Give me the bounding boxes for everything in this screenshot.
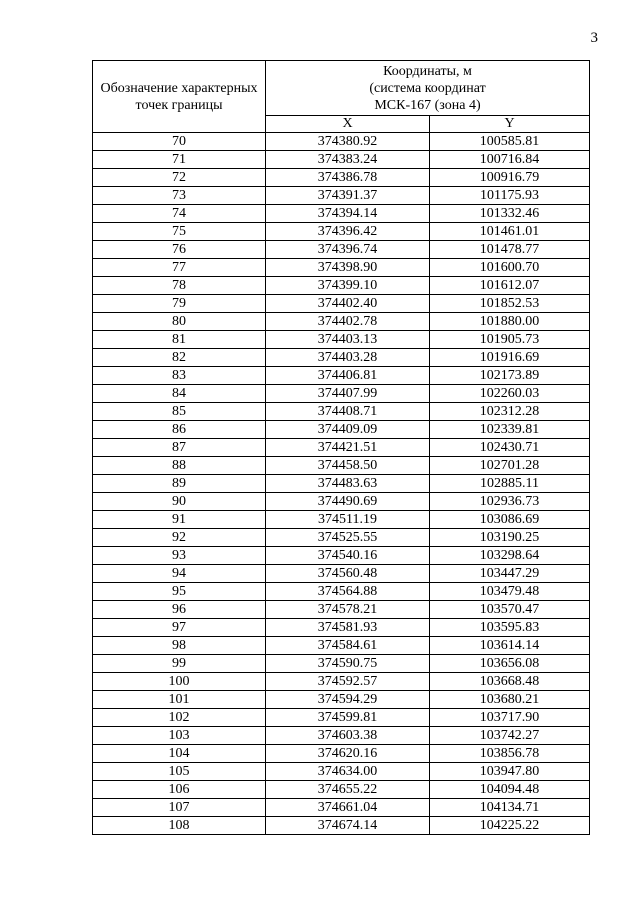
x-coordinate-cell: 374402.78: [266, 313, 430, 331]
y-coordinate-cell: 103595.83: [430, 619, 590, 637]
point-number-cell: 91: [93, 511, 266, 529]
table-row: [93, 331, 590, 349]
y-coordinate-cell: 101461.01: [430, 223, 590, 241]
x-coordinate-cell: 374391.37: [266, 187, 430, 205]
x-coordinate-cell: 374408.71: [266, 403, 430, 421]
point-number-cell: 96: [93, 601, 266, 619]
x-coordinate-cell: 374584.61: [266, 637, 430, 655]
point-number-cell: 71: [93, 151, 266, 169]
page-number: 3: [590, 30, 598, 46]
x-coordinate-cell: 374407.99: [266, 385, 430, 403]
x-coordinate-cell: 374383.24: [266, 151, 430, 169]
y-coordinate-cell: 104094.48: [430, 781, 590, 799]
point-number-cell: 88: [93, 457, 266, 475]
x-coordinate-cell: 374511.19: [266, 511, 430, 529]
point-number-cell: 83: [93, 367, 266, 385]
coordinates-header-line-2: (система координат: [369, 80, 486, 96]
y-coordinate-cell: 102430.71: [430, 439, 590, 457]
y-coordinate-cell: 103742.27: [430, 727, 590, 745]
y-coordinate-cell: 101852.53: [430, 295, 590, 313]
y-coordinate-cell: 103856.78: [430, 745, 590, 763]
point-number-cell: 93: [93, 547, 266, 565]
y-coordinate-cell: 103656.08: [430, 655, 590, 673]
x-coordinate-cell: 374634.00: [266, 763, 430, 781]
y-coordinate-cell: 101880.00: [430, 313, 590, 331]
x-coordinate-cell: 374564.88: [266, 583, 430, 601]
x-coordinate-cell: 374386.78: [266, 169, 430, 187]
x-coordinate-cell: 374599.81: [266, 709, 430, 727]
table-row: [93, 637, 590, 655]
table-row: [93, 619, 590, 637]
point-number-cell: 105: [93, 763, 266, 781]
point-number-cell: 70: [93, 133, 266, 151]
x-coordinate-cell: 374592.57: [266, 673, 430, 691]
x-coordinate-cell: 374406.81: [266, 367, 430, 385]
y-coordinate-cell: 101478.77: [430, 241, 590, 259]
y-coordinate-cell: 100585.81: [430, 133, 590, 151]
x-coordinate-cell: 374590.75: [266, 655, 430, 673]
table-row: [93, 133, 590, 151]
table-row: [93, 601, 590, 619]
table-row: [93, 403, 590, 421]
y-coordinate-cell: 103614.14: [430, 637, 590, 655]
y-coordinate-cell: 104134.71: [430, 799, 590, 817]
x-coordinate-cell: 374409.09: [266, 421, 430, 439]
x-coordinate-cell: 374403.28: [266, 349, 430, 367]
table-row: [93, 565, 590, 583]
table-row: [93, 781, 590, 799]
x-coordinate-cell: 374483.63: [266, 475, 430, 493]
x-coordinate-cell: 374581.93: [266, 619, 430, 637]
x-coordinate-cell: 374421.51: [266, 439, 430, 457]
table-row: [93, 493, 590, 511]
point-number-cell: 82: [93, 349, 266, 367]
x-coordinate-cell: 374655.22: [266, 781, 430, 799]
point-number-cell: 95: [93, 583, 266, 601]
table-row: [93, 799, 590, 817]
x-coordinate-cell: 374661.04: [266, 799, 430, 817]
x-coordinate-cell: 374490.69: [266, 493, 430, 511]
point-number-cell: 106: [93, 781, 266, 799]
y-coordinate-cell: 101916.69: [430, 349, 590, 367]
table-row: [93, 295, 590, 313]
table-row: [93, 673, 590, 691]
table-row: [93, 241, 590, 259]
point-number-cell: 89: [93, 475, 266, 493]
point-number-cell: 99: [93, 655, 266, 673]
table-row: [93, 349, 590, 367]
y-coordinate-cell: 103680.21: [430, 691, 590, 709]
y-coordinate-cell: 102701.28: [430, 457, 590, 475]
coordinates-header-line-3: МСК-167 (зона 4): [374, 97, 481, 113]
point-number-cell: 104: [93, 745, 266, 763]
point-number-cell: 76: [93, 241, 266, 259]
point-number-cell: 98: [93, 637, 266, 655]
x-coordinate-cell: 374594.29: [266, 691, 430, 709]
point-number-cell: 74: [93, 205, 266, 223]
x-coordinate-cell: 374674.14: [266, 817, 430, 835]
x-coordinate-cell: 374380.92: [266, 133, 430, 151]
x-coordinate-cell: 374399.10: [266, 277, 430, 295]
point-number-cell: 100: [93, 673, 266, 691]
table-row: [93, 187, 590, 205]
y-coordinate-cell: 101600.70: [430, 259, 590, 277]
table-row: [93, 691, 590, 709]
coordinates-header-line-1: Координаты, м: [383, 63, 472, 79]
point-number-cell: 101: [93, 691, 266, 709]
y-coordinate-cell: 103668.48: [430, 673, 590, 691]
y-coordinate-cell: 103447.29: [430, 565, 590, 583]
point-number-cell: 79: [93, 295, 266, 313]
point-number-cell: 72: [93, 169, 266, 187]
table-row: [93, 763, 590, 781]
point-number-cell: 107: [93, 799, 266, 817]
coordinates-column-header: [266, 61, 590, 116]
x-coordinate-cell: 374578.21: [266, 601, 430, 619]
y-coordinate-cell: 102339.81: [430, 421, 590, 439]
y-coordinate-cell: 103190.25: [430, 529, 590, 547]
point-number-cell: 86: [93, 421, 266, 439]
table-row: [93, 421, 590, 439]
point-number-cell: 103: [93, 727, 266, 745]
point-number-cell: 85: [93, 403, 266, 421]
table-row: [93, 223, 590, 241]
table-row: [93, 475, 590, 493]
y-coordinate-cell: 100716.84: [430, 151, 590, 169]
y-coordinate-cell: 102173.89: [430, 367, 590, 385]
y-coordinate-cell: 103086.69: [430, 511, 590, 529]
point-number-cell: 81: [93, 331, 266, 349]
table-row: [93, 655, 590, 673]
x-coordinate-cell: 374396.42: [266, 223, 430, 241]
y-coordinate-cell: 103717.90: [430, 709, 590, 727]
point-number-cell: 94: [93, 565, 266, 583]
table-row: [93, 367, 590, 385]
table-row: [93, 277, 590, 295]
y-coordinate-cell: 103298.64: [430, 547, 590, 565]
table-row: [93, 529, 590, 547]
table-row: [93, 169, 590, 187]
y-coordinate-cell: 104225.22: [430, 817, 590, 835]
y-coordinate-cell: 103479.48: [430, 583, 590, 601]
y-coordinate-cell: 102260.03: [430, 385, 590, 403]
y-coordinate-cell: 103570.47: [430, 601, 590, 619]
table-row: [93, 313, 590, 331]
y-column-header: Y: [430, 116, 590, 133]
point-number-cell: 92: [93, 529, 266, 547]
y-coordinate-cell: 101612.07: [430, 277, 590, 295]
x-coordinate-cell: 374398.90: [266, 259, 430, 277]
x-coordinate-cell: 374525.55: [266, 529, 430, 547]
point-number-cell: 102: [93, 709, 266, 727]
table-row: [93, 511, 590, 529]
table-row: [93, 259, 590, 277]
point-number-cell: 75: [93, 223, 266, 241]
table-row: [93, 727, 590, 745]
point-number-cell: 84: [93, 385, 266, 403]
x-coordinate-cell: 374396.74: [266, 241, 430, 259]
point-number-cell: 90: [93, 493, 266, 511]
coordinates-table: [92, 60, 590, 835]
coordinates-table-body: [93, 133, 590, 835]
x-coordinate-cell: 374458.50: [266, 457, 430, 475]
points-column-header: Обозначение характерных точек границы: [93, 61, 266, 133]
y-coordinate-cell: 102312.28: [430, 403, 590, 421]
table-row: [93, 583, 590, 601]
table-row: [93, 709, 590, 727]
x-coordinate-cell: 374540.16: [266, 547, 430, 565]
point-number-cell: 87: [93, 439, 266, 457]
table-row: [93, 439, 590, 457]
x-coordinate-cell: 374402.40: [266, 295, 430, 313]
x-coordinate-cell: 374560.48: [266, 565, 430, 583]
table-row: [93, 547, 590, 565]
point-number-cell: 77: [93, 259, 266, 277]
y-coordinate-cell: 102936.73: [430, 493, 590, 511]
table-row: [93, 205, 590, 223]
point-number-cell: 78: [93, 277, 266, 295]
y-coordinate-cell: 101905.73: [430, 331, 590, 349]
table-row: [93, 817, 590, 835]
x-coordinate-cell: 374403.13: [266, 331, 430, 349]
y-coordinate-cell: 103947.80: [430, 763, 590, 781]
point-number-cell: 73: [93, 187, 266, 205]
y-coordinate-cell: 100916.79: [430, 169, 590, 187]
y-coordinate-cell: 102885.11: [430, 475, 590, 493]
point-number-cell: 108: [93, 817, 266, 835]
table-row: [93, 457, 590, 475]
y-coordinate-cell: 101332.46: [430, 205, 590, 223]
table-row: [93, 745, 590, 763]
table-row: [93, 385, 590, 403]
point-number-cell: 80: [93, 313, 266, 331]
y-coordinate-cell: 101175.93: [430, 187, 590, 205]
x-coordinate-cell: 374603.38: [266, 727, 430, 745]
x-column-header: X: [266, 116, 430, 133]
x-coordinate-cell: 374394.14: [266, 205, 430, 223]
table-row: [93, 151, 590, 169]
point-number-cell: 97: [93, 619, 266, 637]
x-coordinate-cell: 374620.16: [266, 745, 430, 763]
